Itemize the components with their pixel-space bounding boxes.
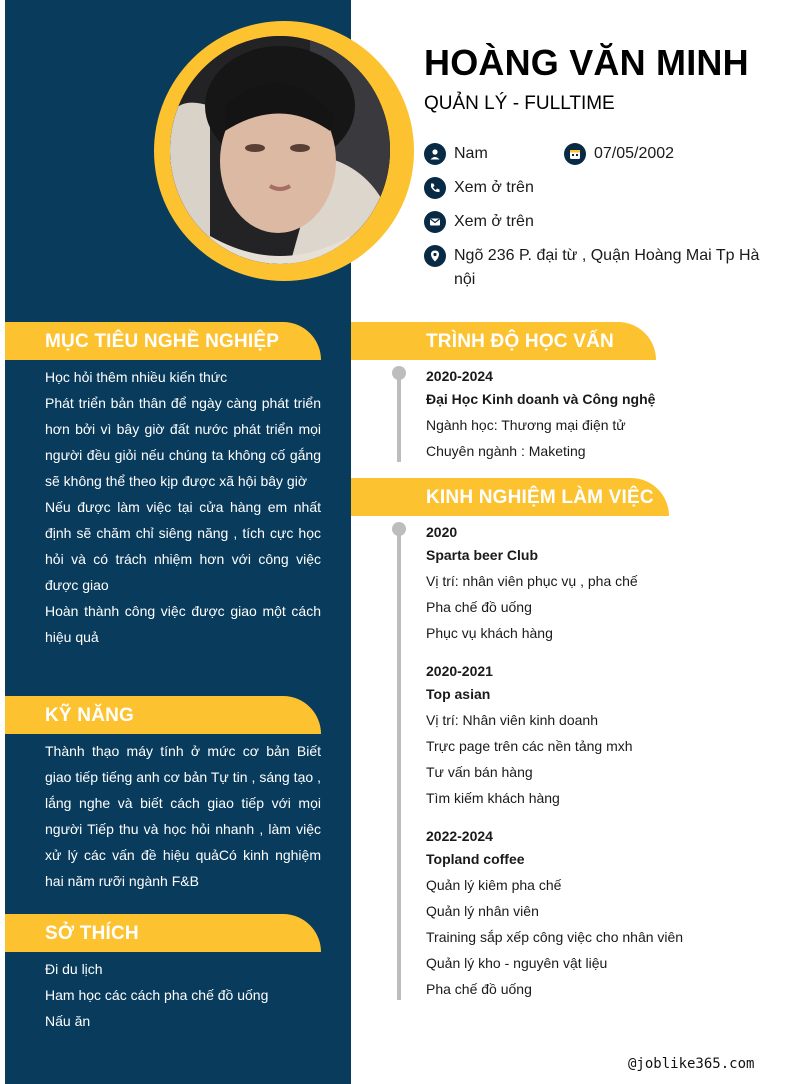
profile-photo — [170, 36, 390, 264]
experience-line: Quản lý nhân viên — [426, 903, 539, 919]
objective-line: Phát triển bản thân để ngày càng phát triển hơn bởi vì bây giờ đất nước phát triển mọi người đều giỏi nếu chúng ta không cố gắng sẽ không thể theo kịp được xã hội bây giờ — [45, 395, 321, 489]
experience-timeline-dot — [392, 522, 406, 536]
phone-icon — [424, 177, 446, 199]
experience-line: Training sắp xếp công việc cho nhân viên — [426, 929, 684, 945]
hobbies-title: SỞ THÍCH — [45, 923, 139, 944]
hobby-item: Ham học các cách pha chế đồ uống — [45, 987, 269, 1003]
education-school: Đại Học Kinh doanh và Công nghệ — [426, 391, 656, 407]
objective-text — [45, 364, 321, 650]
education-specialty: Chuyên ngành : Maketing — [426, 443, 586, 459]
experience-line: Pha chế đồ uống — [426, 599, 532, 615]
experience-years: 2020 — [426, 524, 458, 540]
phone-value: Xem ở trên — [454, 179, 534, 196]
objective-line: Hoàn thành công việc được giao một cách hiệu quả — [45, 603, 321, 645]
hobby-item: Nấu ăn — [45, 1013, 91, 1029]
objective-title: MỤC TIÊU NGHỀ NGHIỆP — [45, 331, 280, 352]
experience-years: 2022-2024 — [426, 828, 493, 844]
education-title: TRÌNH ĐỘ HỌC VẤN — [426, 331, 614, 352]
objective-line: Nếu được làm việc tại cửa hàng em nhất định sẽ chăm chỉ siêng năng , tích cực học hỏi và có trách nhiệm hơn với công việc được giao — [45, 499, 321, 593]
experience-line: Vị trí: Nhân viên kinh doanh — [426, 712, 598, 728]
candidate-name: HOÀNG VĂN MINH — [424, 42, 749, 83]
experience-line: Tìm kiếm khách hàng — [426, 790, 560, 806]
experience-entry — [426, 826, 766, 1002]
experience-company: Sparta beer Club — [426, 547, 539, 563]
education-timeline — [397, 372, 401, 462]
watermark: @joblike365.com — [628, 1056, 755, 1072]
skills-paragraph: Thành thạo máy tính ở mức cơ bản Biết giao tiếp tiếng anh cơ bản Tự tin , sáng tạo , lắng nghe và biết cách giao tiếp với mọi người Tiếp thu và học hỏi nhanh , làm việc xử lý các vấn đề hiệu quảCó kinh nghiệm hai năm rưỡi ngành F&B — [45, 743, 321, 889]
person-icon — [424, 143, 446, 165]
experience-company: Topland coffee — [426, 851, 525, 867]
education-years: 2020-2024 — [426, 368, 493, 384]
mail-icon — [424, 211, 446, 233]
experience-line: Vị trí: nhân viên phục vụ , pha chế — [426, 573, 638, 589]
experience-entry — [426, 661, 766, 811]
experience-company: Top asian — [426, 686, 491, 702]
education-entry — [426, 366, 766, 464]
experience-line: Phục vụ khách hàng — [426, 625, 553, 641]
experience-line: Quản lý kho - nguyên vật liệu — [426, 955, 608, 971]
calendar-icon — [564, 143, 586, 165]
email-value: Xem ở trên — [454, 213, 534, 230]
address-row — [424, 245, 764, 292]
phone-row — [424, 177, 534, 200]
experience-line: Pha chế đồ uống — [426, 981, 532, 997]
experience-line: Trực page trên các nền tảng mxh — [426, 738, 633, 754]
hobbies-list — [45, 956, 321, 1034]
objective-line: Học hỏi thêm nhiều kiến thức — [45, 369, 228, 385]
education-timeline-dot — [392, 366, 406, 380]
experience-years: 2020-2021 — [426, 663, 493, 679]
birthday-value: 07/05/2002 — [594, 145, 675, 162]
email-row — [424, 211, 534, 234]
skills-title: KỸ NĂNG — [45, 705, 135, 726]
birthday-row — [564, 143, 674, 166]
location-pin-icon — [424, 245, 446, 267]
experience-line: Quản lý kiêm pha chế — [426, 877, 562, 893]
education-major: Ngành học: Thương mại điện tử — [426, 417, 626, 433]
experience-entry — [426, 522, 766, 646]
address-value: Ngõ 236 P. đại từ , Quận Hoàng Mai Tp Hà nội — [454, 247, 760, 288]
experience-timeline — [397, 528, 401, 1000]
gender-value: Nam — [454, 145, 488, 162]
hobby-item: Đi du lịch — [45, 961, 103, 977]
gender-row — [424, 143, 488, 166]
experience-line: Tư vấn bán hàng — [426, 764, 533, 780]
candidate-role: QUẢN LÝ - FULLTIME — [424, 93, 615, 114]
skills-text — [45, 738, 321, 894]
experience-title: KINH NGHIỆM LÀM VIỆC — [426, 487, 654, 508]
